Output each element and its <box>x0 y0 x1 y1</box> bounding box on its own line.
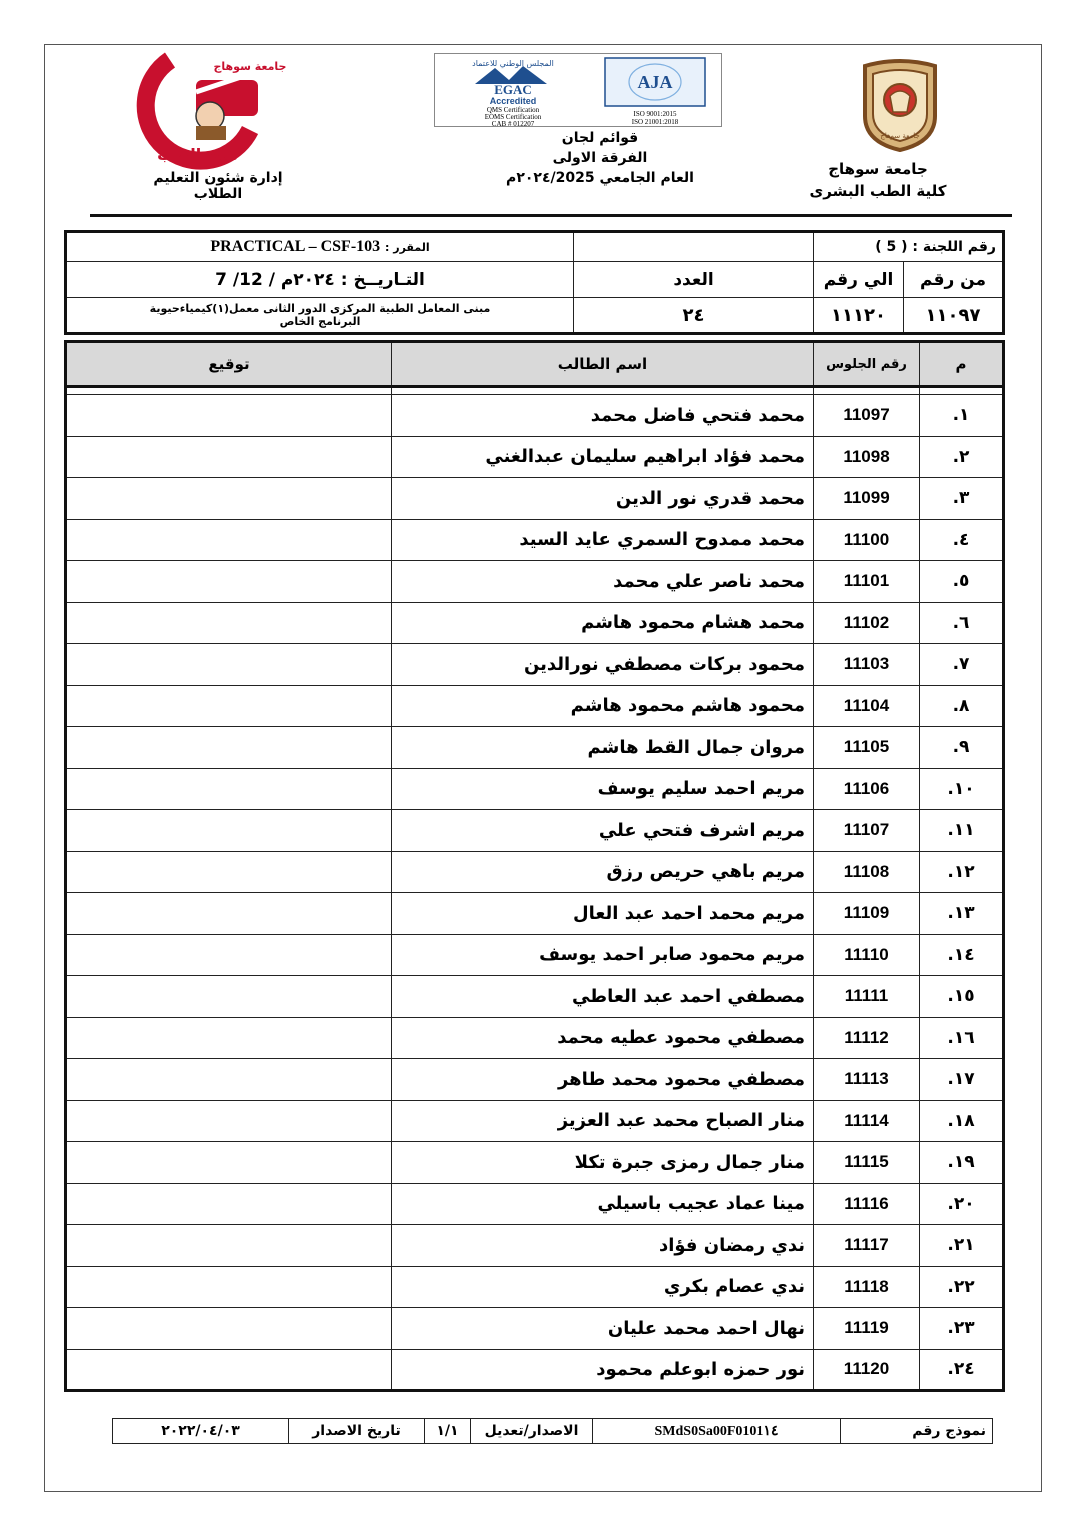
count-value: ٢٤ <box>574 298 814 334</box>
row-index: ٥. <box>920 561 1004 603</box>
row-index: ١٣. <box>920 893 1004 935</box>
from-label: من رقم <box>904 262 1004 298</box>
egac-line: CAB # 012207 <box>491 120 535 128</box>
row-index: ٢١. <box>920 1225 1004 1267</box>
table-row <box>66 602 1004 644</box>
faculty-name: كلية الطب البشرى <box>809 182 947 200</box>
row-student-name: مريم اشرف فتحي علي <box>392 810 814 852</box>
table-row <box>66 1183 1004 1225</box>
table-row <box>66 1225 1004 1267</box>
row-seat-number: 11112 <box>814 1017 920 1059</box>
row-seat-number: 11107 <box>814 810 920 852</box>
university-seal-icon <box>857 56 943 152</box>
row-signature <box>66 644 392 686</box>
egac-line: EOMS Certification <box>484 113 542 121</box>
egac-arabic: المجلس الوطني للاعتماد <box>472 59 554 68</box>
seal-text: جامعة سوهاج <box>880 132 920 140</box>
row-index: ١٥. <box>920 976 1004 1018</box>
table-row <box>66 644 1004 686</box>
row-index: ٣. <box>920 478 1004 520</box>
row-index: ١٤. <box>920 934 1004 976</box>
row-signature <box>66 1100 392 1142</box>
row-index: ٢٣. <box>920 1308 1004 1350</box>
venue-line: مبنى المعامل الطبية المركزى الدور الثانى معمل(١)كيمياءحيوية <box>149 302 491 315</box>
row-seat-number: 11104 <box>814 685 920 727</box>
row-signature <box>66 1266 392 1308</box>
row-seat-number: 11103 <box>814 644 920 686</box>
row-signature <box>66 395 392 437</box>
row-seat-number: 11099 <box>814 478 920 520</box>
row-student-name: محمد قدري نور الدين <box>392 478 814 520</box>
table-row <box>66 1017 1004 1059</box>
row-seat-number: 11097 <box>814 395 920 437</box>
table-row <box>66 478 1004 520</box>
row-seat-number: 11119 <box>814 1308 920 1350</box>
row-seat-number: 11116 <box>814 1183 920 1225</box>
row-index: ٨. <box>920 685 1004 727</box>
date-label: التـاريــخ : <box>340 269 425 290</box>
table-row <box>66 851 1004 893</box>
row-student-name: ندي عصام بكري <box>392 1266 814 1308</box>
faculty-logo-arc-text: جامعة سوهاج <box>213 60 287 73</box>
row-seat-number: 11101 <box>814 561 920 603</box>
row-index: ٤. <box>920 519 1004 561</box>
row-seat-number: 11100 <box>814 519 920 561</box>
row-signature <box>66 768 392 810</box>
row-signature <box>66 478 392 520</box>
table-row <box>66 685 1004 727</box>
issue-date-value: ٢٠٢٢/٠٤/٠٣ <box>113 1419 289 1444</box>
row-seat-number: 11118 <box>814 1266 920 1308</box>
table-row <box>66 519 1004 561</box>
row-signature <box>66 602 392 644</box>
committee-cell <box>814 232 1004 262</box>
row-index: ٧. <box>920 644 1004 686</box>
row-student-name: مروان جمال القط هاشم <box>392 727 814 769</box>
university-name: جامعة سوهاج <box>828 160 928 178</box>
course-cell <box>66 232 574 262</box>
row-seat-number: 11115 <box>814 1142 920 1184</box>
header-seat: رقم الجلوس <box>814 342 920 387</box>
row-signature <box>66 727 392 769</box>
row-index: ١٢. <box>920 851 1004 893</box>
committee-label: رقم اللجنة : <box>912 239 996 255</box>
edition-label: الاصدار/تعديل <box>471 1419 593 1444</box>
list-title: قوائم لجان <box>561 130 639 146</box>
row-student-name: مريم محمد احمد عبد العال <box>392 893 814 935</box>
row-index: ٢. <box>920 436 1004 478</box>
header-signature: توقيع <box>66 342 392 387</box>
to-value: ١١١٢٠ <box>814 298 904 334</box>
header-divider <box>90 214 1012 217</box>
table-row <box>66 810 1004 852</box>
table-row <box>66 395 1004 437</box>
row-signature <box>66 893 392 935</box>
row-index: ١٠. <box>920 768 1004 810</box>
course-label: المقرر : <box>385 241 430 254</box>
row-student-name: محمود بركات مصطفي نورالدين <box>392 644 814 686</box>
row-student-name: نهال احمد محمد عليان <box>392 1308 814 1350</box>
table-row <box>66 727 1004 769</box>
form-value: SMdS0Sa00F0101١٤ <box>593 1419 841 1444</box>
row-student-name: منار الصباح محمد عبد العزيز <box>392 1100 814 1142</box>
row-student-name: منار جمال رمزى جبرة تكلا <box>392 1142 814 1184</box>
table-row <box>66 561 1004 603</box>
faculty-logo-text: كلية الطب <box>157 145 239 164</box>
form-footer <box>112 1418 993 1444</box>
row-student-name: مصطفي محمود محمد طاهر <box>392 1059 814 1101</box>
row-index: ١٨. <box>920 1100 1004 1142</box>
table-row <box>66 1308 1004 1350</box>
department: إدارة شئون التعليم الطلاب <box>153 170 283 202</box>
table-row <box>66 436 1004 478</box>
egac-sub: Accredited <box>489 96 537 106</box>
accreditation-icon <box>435 54 723 128</box>
table-row <box>66 934 1004 976</box>
table-row <box>66 768 1004 810</box>
row-signature <box>66 685 392 727</box>
aja-line: ISO 9001:2015 <box>633 110 677 118</box>
level: الفرقة الاولى <box>552 150 648 166</box>
row-signature <box>66 519 392 561</box>
row-student-name: مصطفي محمود عطيه محمد <box>392 1017 814 1059</box>
row-signature <box>66 1349 392 1391</box>
row-index: ٩. <box>920 727 1004 769</box>
row-seat-number: 11105 <box>814 727 920 769</box>
count-label: العدد <box>574 262 814 298</box>
row-index: ١٦. <box>920 1017 1004 1059</box>
table-row <box>66 1266 1004 1308</box>
institution-block <box>778 158 978 202</box>
academic-year: العام الجامعي ٢٠٢٤/2025م <box>506 170 694 186</box>
header-index: م <box>920 342 1004 387</box>
course-value: PRACTICAL – CSF-103 <box>210 238 381 255</box>
row-signature <box>66 1059 392 1101</box>
row-seat-number: 11102 <box>814 602 920 644</box>
row-signature <box>66 1017 392 1059</box>
row-index: ٦. <box>920 602 1004 644</box>
row-seat-number: 11106 <box>814 768 920 810</box>
aja-line: ISO 21001:2018 <box>631 118 679 126</box>
row-signature <box>66 810 392 852</box>
row-seat-number: 11120 <box>814 1349 920 1391</box>
row-seat-number: 11109 <box>814 893 920 935</box>
venue-cell <box>66 298 574 334</box>
table-row <box>66 1349 1004 1391</box>
row-seat-number: 11113 <box>814 1059 920 1101</box>
table-row <box>66 976 1004 1018</box>
row-signature <box>66 1225 392 1267</box>
spacer-row <box>66 387 1004 395</box>
faculty-logo-icon <box>100 52 287 168</box>
row-index: ١١. <box>920 810 1004 852</box>
row-student-name: محمود هاشم محمود هاشم <box>392 685 814 727</box>
row-index: ١. <box>920 395 1004 437</box>
table-row <box>66 1059 1004 1101</box>
row-signature <box>66 436 392 478</box>
table-row <box>66 1142 1004 1184</box>
from-value: ١١٠٩٧ <box>904 298 1004 334</box>
edition-value: ١/١ <box>425 1419 471 1444</box>
row-seat-number: 11117 <box>814 1225 920 1267</box>
row-student-name: نور حمزه ابوعلم محمود <box>392 1349 814 1391</box>
egac-name: EGAC <box>494 82 532 97</box>
row-seat-number: 11114 <box>814 1100 920 1142</box>
blank-cell <box>574 232 814 262</box>
row-signature <box>66 976 392 1018</box>
row-student-name: مريم احمد سليم يوسف <box>392 768 814 810</box>
row-index: ٢٢. <box>920 1266 1004 1308</box>
header-name: اسم الطالب <box>392 342 814 387</box>
row-signature <box>66 561 392 603</box>
row-student-name: محمد ممدوح السمري عايد السيد <box>392 519 814 561</box>
row-seat-number: 11108 <box>814 851 920 893</box>
row-student-name: ندي رمضان فؤاد <box>392 1225 814 1267</box>
aja-name: AJA <box>637 72 673 92</box>
row-student-name: محمد هشام محمود هاشم <box>392 602 814 644</box>
row-signature <box>66 851 392 893</box>
egac-line: QMS Certification <box>486 106 540 114</box>
accreditation-badges <box>434 53 722 127</box>
row-seat-number: 11110 <box>814 934 920 976</box>
list-title-block <box>500 128 700 188</box>
row-index: ١٧. <box>920 1059 1004 1101</box>
row-index: ١٩. <box>920 1142 1004 1184</box>
committee-value: ( 5 ) <box>875 239 908 255</box>
row-index: ٢٠. <box>920 1183 1004 1225</box>
row-index: ٢٤. <box>920 1349 1004 1391</box>
venue-program: البرنامج الخاص <box>279 315 361 328</box>
row-seat-number: 11111 <box>814 976 920 1018</box>
row-seat-number: 11098 <box>814 436 920 478</box>
row-student-name: مريم محمود صابر احمد يوسف <box>392 934 814 976</box>
form-label: نموذج رقم <box>841 1419 993 1444</box>
row-student-name: محمد فؤاد ابراهيم سليمان عبدالغني <box>392 436 814 478</box>
exam-info-table <box>64 230 1005 335</box>
row-student-name: مصطفي احمد عبد العاطي <box>392 976 814 1018</box>
row-signature <box>66 1308 392 1350</box>
table-row <box>66 1100 1004 1142</box>
students-table <box>64 340 1005 1392</box>
table-row <box>66 893 1004 935</box>
students-body <box>66 387 1004 1391</box>
row-student-name: محمد ناصر علي محمد <box>392 561 814 603</box>
row-student-name: محمد فتحي فاضل محمد <box>392 395 814 437</box>
row-student-name: مينا عماد عجيب باسيلي <box>392 1183 814 1225</box>
date-value: 7 /12 / ٢٠٢٤م <box>215 269 335 290</box>
date-cell <box>66 262 574 298</box>
row-student-name: مريم باهي حريص رزق <box>392 851 814 893</box>
issue-date-label: تاريخ الاصدار <box>289 1419 425 1444</box>
row-signature <box>66 1183 392 1225</box>
to-label: الي رقم <box>814 262 904 298</box>
row-signature <box>66 934 392 976</box>
row-signature <box>66 1142 392 1184</box>
